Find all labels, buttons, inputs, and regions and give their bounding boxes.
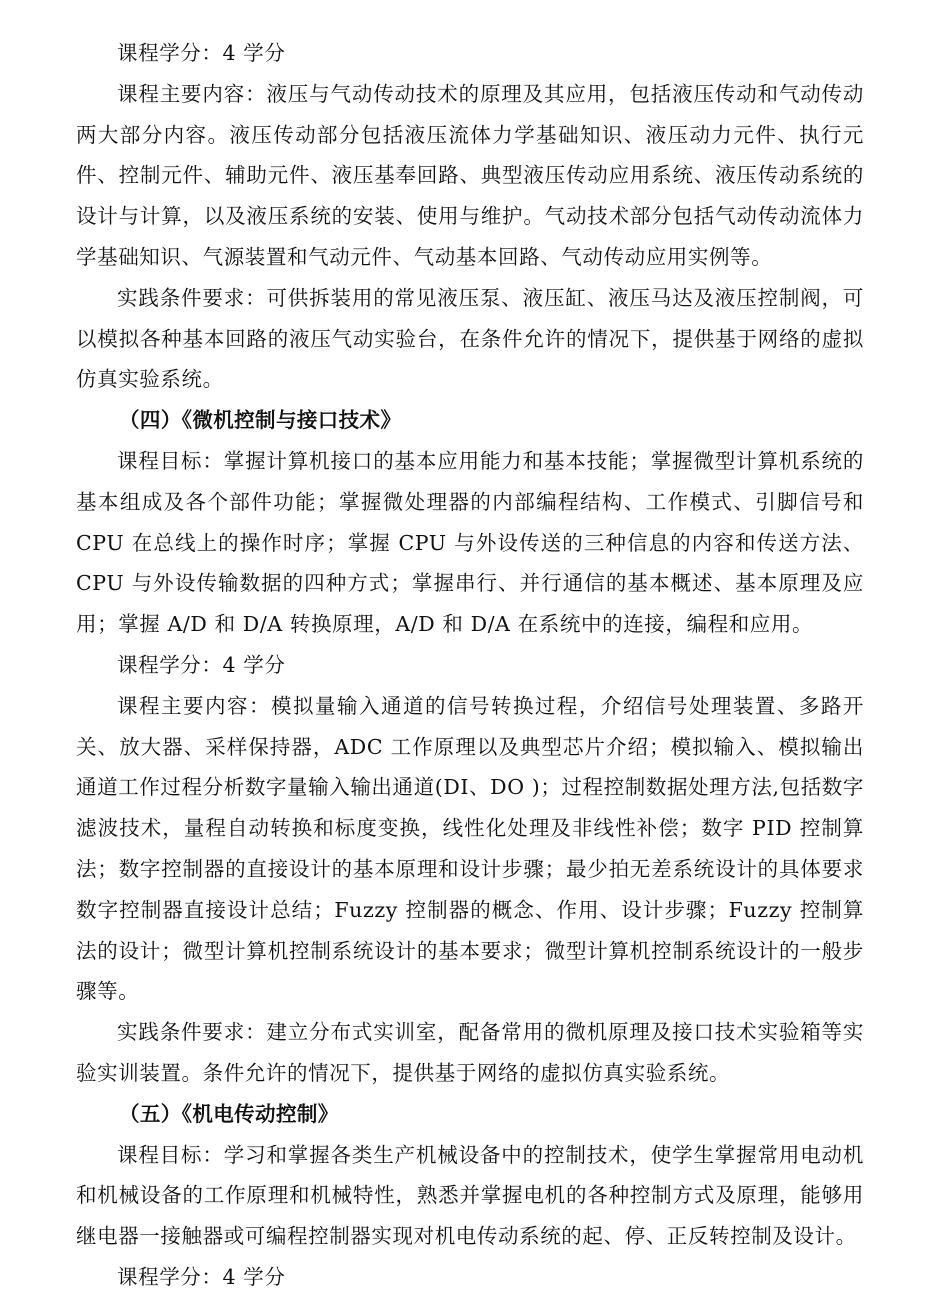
practice-requirements-paragraph: 实践条件要求：可供拆装用的常见液压泵、液压缸、液压马达及液压控制阀，可以模拟各种基本回路的液压气动实验台，在条件允许的情况下，提供基于网络的虚拟仿真实验系统。 [76,285,864,392]
course-content-paragraph: 课程主要内容：液压与气动传动技术的原理及其应用，包括液压传动和气动传动两大部分内容。液压传动部分包括液压流体力学基础知识、液压动力元件、执行元件、控制元件、辅助元件、液压基奉回路、典型液压传动应用系统、液压传动系统的设计与计算，以及液压系统的安装、使用与维护。气动技术部分包括气动传动流体力学基础知识、气源装置和气动元件、气动基本回路、气动传动应用实例等。 [76,81,864,269]
practice-requirements-paragraph: 实践条件要求：建立分布式实训室，配备常用的微机原理及接口技术实验箱等实验实训装置。条件允许的情况下，提供基于网络的虚拟仿真实验系统。 [76,1020,864,1085]
section-heading-5: （五）《机电传动控制》 [119,1101,339,1126]
course-goal-paragraph: 课程目标：掌握计算机接口的基本应用能力和基本技能；掌握微型计算机系统的基本组成及各个部件功能；掌握微处理器的内部编程结构、工作模式、引脚信号和 CPU 在总线上的操作时序；掌握 CPU 与外设传送的三种信息的内容和传送方法、CPU 与外设传输数据的四种方式；掌握串行、并行通信的基本概述、基本原理及应用；掌握 A/D 和 D/A 转换原理，A/D 和 D/A 在系统中的连接，编程和应用。 [76,448,864,637]
section-heading-4: （四）《微机控制与接口技术》 [119,408,402,433]
credits-paragraph: 课程学分：4 学分 [117,652,286,677]
course-content-paragraph: 课程主要内容：模拟量输入通道的信号转换过程，介绍信号处理装置、多路开关、放大器、采样保持器，ADC 工作原理以及典型芯片介绍；模拟输入、模拟输出通道工作过程分析数字量输入输出通道(DI、DO )；过程控制数据处理方法,包括数字滤波技术，量程自动转换和标度变换，线性化处理及非线性补偿；数字 PID 控制算法；数字控制器的直接设计的基本原理和设计步骤；最少拍无差系统设计的具体要求数字控制器直接设计总结；Fuzzy 控制器的概念、作用、设计步骤；Fuzzy 控制算法的设计；微型计算机控制系统设计的基本要求；微型计算机控制系统设计的一般步骤等。 [76,693,864,1004]
credits-paragraph: 课程学分：4 学分 [117,1264,286,1289]
credits-paragraph: 课程学分：4 学分 [117,41,286,65]
course-goal-paragraph: 课程目标：学习和掌握各类生产机械设备中的控制技术，使学生掌握常用电动机和机械设备的工作原理和机械特性，熟悉并掌握电机的各种控制方式及原理，能够用继电器一接触器或可编程控制器实现对机电传动系统的起、停、正反转控制及设计。 [76,1142,864,1249]
